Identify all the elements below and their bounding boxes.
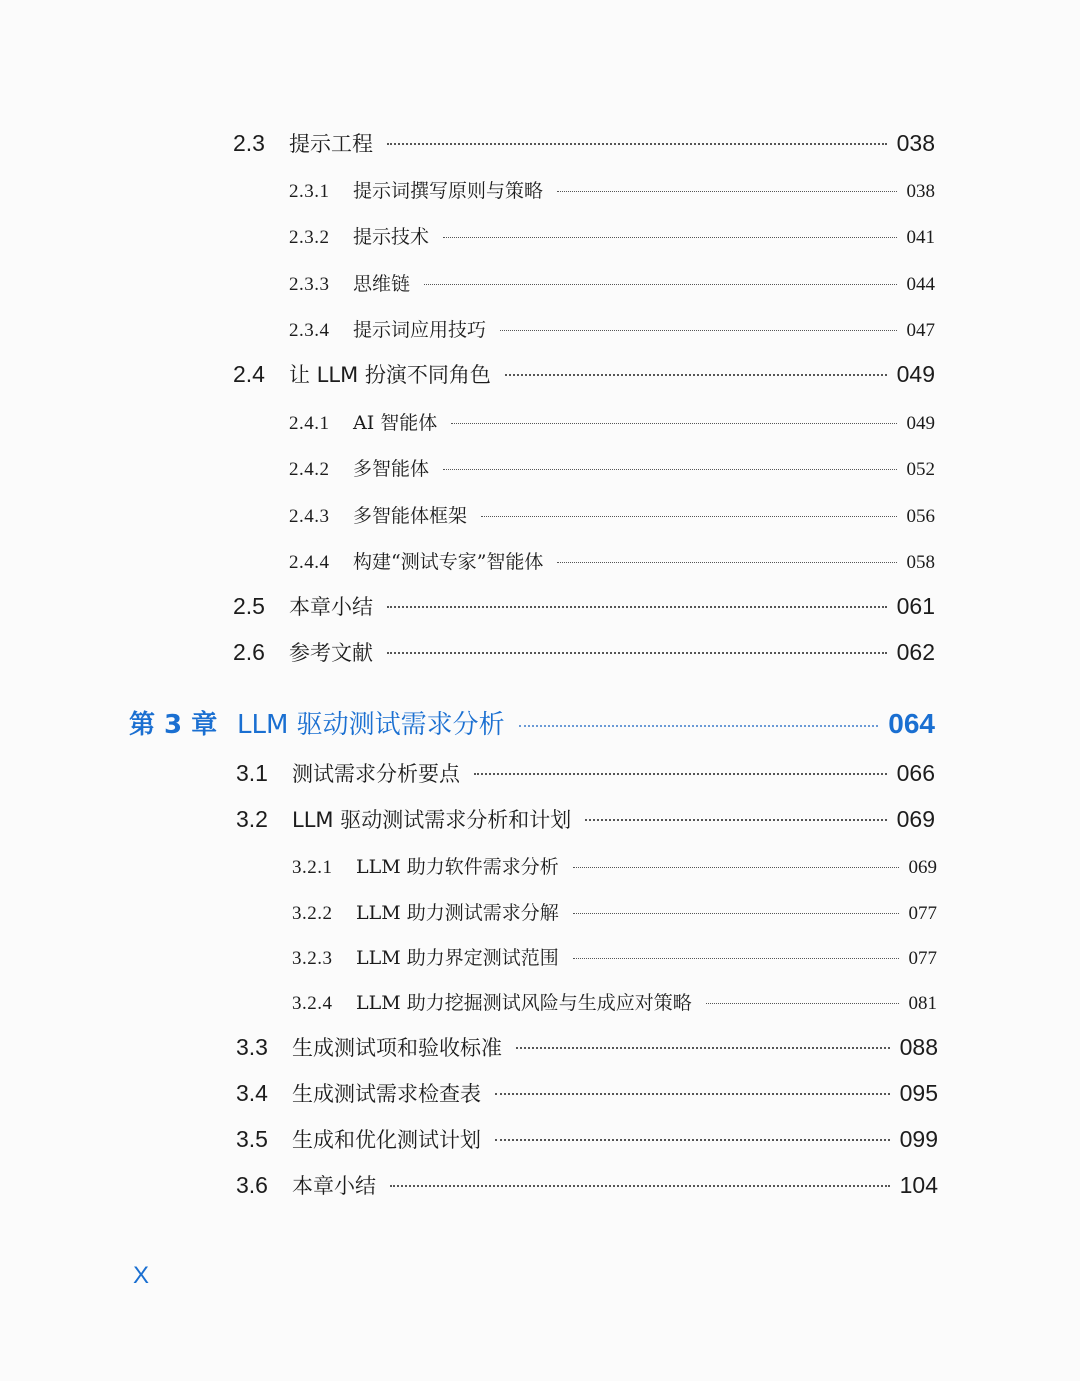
chapter-title: LLM 驱动测试需求分析 bbox=[237, 710, 505, 740]
entry-number: 2.4.4 bbox=[289, 552, 330, 573]
entry-number: 2.6 bbox=[233, 639, 265, 665]
entry-number: 3.2.4 bbox=[292, 993, 333, 1014]
entry-title: 生成测试需求检查表 bbox=[292, 1082, 481, 1106]
dot-leader bbox=[387, 143, 887, 145]
entry-title: 多智能体框架 bbox=[353, 505, 468, 527]
entry-title: 生成测试项和验收标准 bbox=[292, 1036, 502, 1060]
entry-page: 069 bbox=[896, 806, 935, 832]
toc-entry-2-4-1 bbox=[289, 408, 935, 435]
entry-title: 提示词撰写原则与策略 bbox=[353, 180, 544, 202]
dot-leader bbox=[557, 562, 896, 563]
entry-page: 058 bbox=[906, 552, 935, 573]
entry-number: 2.3.3 bbox=[289, 274, 330, 295]
entry-page: 049 bbox=[896, 361, 935, 387]
entry-title: 参考文献 bbox=[289, 641, 373, 665]
dot-leader bbox=[706, 1003, 899, 1004]
entry-page: 104 bbox=[899, 1172, 938, 1198]
dot-leader bbox=[573, 867, 899, 868]
entry-page: 041 bbox=[906, 227, 935, 248]
dot-leader bbox=[573, 913, 899, 914]
toc-entry-2-4-2 bbox=[289, 454, 935, 481]
dot-leader bbox=[424, 284, 896, 285]
toc-entry-3-2 bbox=[236, 804, 935, 834]
entry-title: 多智能体 bbox=[353, 458, 430, 480]
entry-title: 构建“测试专家”智能体 bbox=[353, 551, 544, 573]
entry-page: 044 bbox=[906, 274, 935, 295]
entry-page: 081 bbox=[908, 993, 937, 1014]
entry-number: 3.2.2 bbox=[292, 903, 333, 924]
entry-title: 本章小结 bbox=[292, 1174, 376, 1198]
toc-entry-3-2-1 bbox=[292, 852, 937, 879]
dot-leader bbox=[474, 773, 887, 775]
toc-entry-2-6 bbox=[233, 637, 935, 667]
entry-number: 2.4.1 bbox=[289, 413, 330, 434]
entry-page: 056 bbox=[906, 506, 935, 527]
dot-leader bbox=[557, 191, 896, 192]
toc-entry-2-4-3 bbox=[289, 501, 935, 528]
entry-page: 061 bbox=[896, 593, 935, 619]
entry-page: 062 bbox=[896, 639, 935, 665]
dot-leader bbox=[505, 374, 887, 376]
toc-entry-3-2-4 bbox=[292, 988, 937, 1015]
toc-entry-3-2-3 bbox=[292, 943, 937, 970]
toc-entry-3-4 bbox=[236, 1078, 938, 1108]
entry-number: 3.2.1 bbox=[292, 857, 333, 878]
toc-entry-2-3-4 bbox=[289, 315, 935, 342]
entry-title: LLM 助力测试需求分解 bbox=[356, 902, 559, 924]
entry-page: 038 bbox=[906, 181, 935, 202]
toc-entry-2-3-2 bbox=[289, 222, 935, 249]
toc-entry-2-3-1 bbox=[289, 176, 935, 203]
dot-leader bbox=[443, 237, 896, 238]
dot-leader bbox=[451, 423, 896, 424]
entry-title: 提示工程 bbox=[289, 132, 373, 156]
entry-number: 2.4.2 bbox=[289, 459, 330, 480]
entry-page: 047 bbox=[906, 320, 935, 341]
entry-title: 本章小结 bbox=[289, 595, 373, 619]
toc-entry-2-3 bbox=[233, 128, 935, 158]
entry-number: 2.3 bbox=[233, 130, 265, 156]
entry-number: 2.3.2 bbox=[289, 227, 330, 248]
entry-page: 038 bbox=[896, 130, 935, 156]
entry-page: 049 bbox=[906, 413, 935, 434]
entry-title: 提示词应用技巧 bbox=[353, 319, 487, 341]
toc-entry-2-4-4 bbox=[289, 547, 935, 574]
toc-entry-2-5 bbox=[233, 591, 935, 621]
chapter-page: 064 bbox=[888, 708, 935, 739]
dot-leader bbox=[519, 725, 879, 727]
entry-number: 3.6 bbox=[236, 1172, 268, 1198]
entry-number: 2.3.4 bbox=[289, 320, 330, 341]
toc-entry-3-2-2 bbox=[292, 898, 937, 925]
dot-leader bbox=[387, 606, 887, 608]
entry-number: 3.2 bbox=[236, 806, 268, 832]
entry-page: 077 bbox=[908, 903, 937, 924]
entry-title: LLM 助力挖掘测试风险与生成应对策略 bbox=[356, 992, 692, 1014]
entry-number: 2.4 bbox=[233, 361, 265, 387]
entry-page: 099 bbox=[899, 1126, 938, 1152]
dot-leader bbox=[500, 330, 896, 331]
toc-entry-3-5 bbox=[236, 1124, 938, 1154]
entry-title: LLM 驱动测试需求分析和计划 bbox=[292, 808, 572, 832]
entry-number: 3.2.3 bbox=[292, 948, 333, 969]
page-folio: X bbox=[133, 1262, 150, 1289]
toc-entry-2-4 bbox=[233, 359, 935, 389]
dot-leader bbox=[481, 516, 896, 517]
entry-title: 思维链 bbox=[353, 273, 411, 295]
entry-page: 069 bbox=[908, 857, 937, 878]
dot-leader bbox=[390, 1185, 890, 1187]
entry-page: 066 bbox=[896, 760, 935, 786]
toc-entry-2-3-3 bbox=[289, 269, 935, 296]
entry-page: 095 bbox=[899, 1080, 938, 1106]
entry-number: 3.4 bbox=[236, 1080, 268, 1106]
entry-number: 3.5 bbox=[236, 1126, 268, 1152]
dot-leader bbox=[495, 1139, 890, 1141]
entry-number: 2.5 bbox=[233, 593, 265, 619]
entry-page: 052 bbox=[906, 459, 935, 480]
dot-leader bbox=[516, 1047, 890, 1049]
entry-title: LLM 助力界定测试范围 bbox=[356, 947, 559, 969]
entry-number: 2.4.3 bbox=[289, 506, 330, 527]
dot-leader bbox=[443, 469, 896, 470]
toc-entry-3-6 bbox=[236, 1170, 938, 1200]
chapter-number: 第 3 章 bbox=[129, 710, 218, 740]
toc-entry-3-3 bbox=[236, 1032, 938, 1062]
toc-chapter-3 bbox=[129, 704, 935, 741]
entry-title: 让 LLM 扮演不同角色 bbox=[289, 363, 491, 387]
entry-title: 测试需求分析要点 bbox=[292, 762, 460, 786]
entry-number: 2.3.1 bbox=[289, 181, 330, 202]
entry-title: LLM 助力软件需求分析 bbox=[356, 856, 559, 878]
dot-leader bbox=[573, 958, 899, 959]
toc-entry-3-1 bbox=[236, 758, 935, 788]
dot-leader bbox=[387, 652, 887, 654]
entry-number: 3.3 bbox=[236, 1034, 268, 1060]
entry-page: 088 bbox=[899, 1034, 938, 1060]
dot-leader bbox=[585, 819, 886, 821]
dot-leader bbox=[495, 1093, 890, 1095]
entry-title: 提示技术 bbox=[353, 226, 430, 248]
entry-title: 生成和优化测试计划 bbox=[292, 1128, 481, 1152]
entry-page: 077 bbox=[908, 948, 937, 969]
entry-title: AI 智能体 bbox=[353, 412, 438, 434]
entry-number: 3.1 bbox=[236, 760, 268, 786]
